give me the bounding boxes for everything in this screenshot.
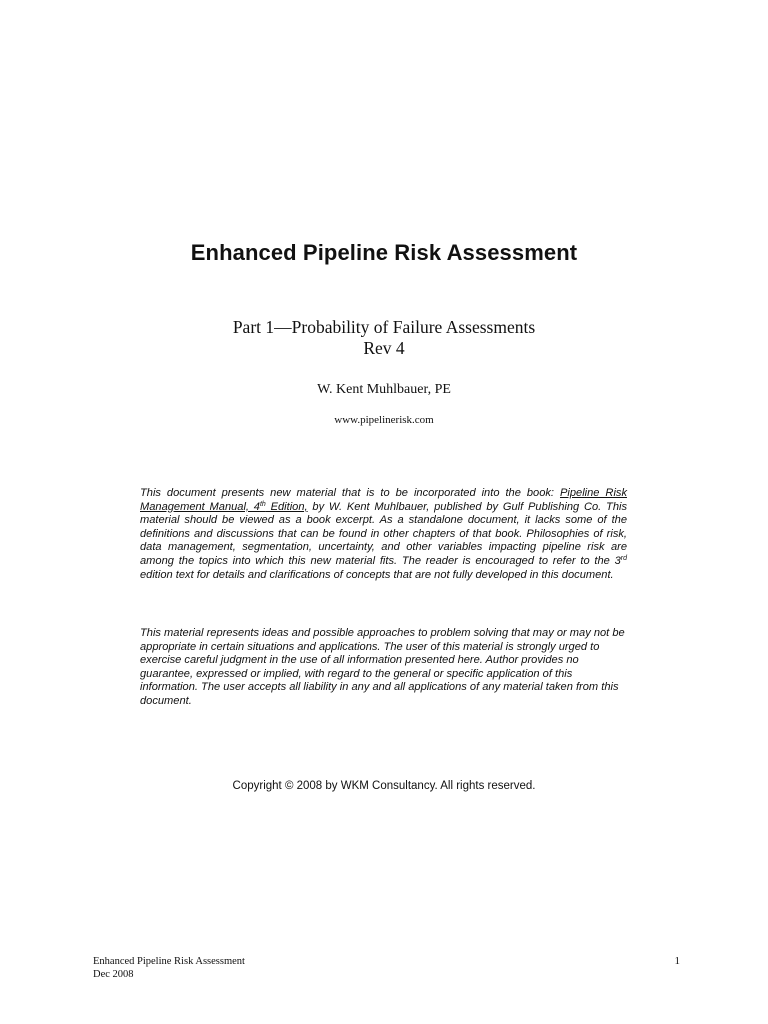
- document-subtitle: [0, 317, 768, 359]
- intro-middle: by W. Kent Muhlbauer, published by Gulf Publishing Co. This material should be viewed as a book excerpt. As a standalone document, it lacks some of the definitions and discussions that can be found in other chapters of that book. Philosophies of risk, data management, segmentation, uncertainty, and other variables impacting pipeline risk are among the topics into which this new material fits. The reader is encouraged to refer to the 3: [140, 500, 627, 567]
- copyright-notice: Copyright © 2008 by WKM Consultancy. All rights reserved.: [232, 780, 536, 792]
- intro-tail: edition text for details and clarifications of concepts that are not fully developed in this document.: [140, 568, 614, 581]
- author-name: W. Kent Muhlbauer, PE: [317, 382, 451, 397]
- subtitle-revision: Rev 4: [363, 338, 405, 358]
- footer-title: Enhanced Pipeline Risk Assessment: [93, 956, 245, 967]
- subtitle-part: Part 1—Probability of Failure Assessments: [232, 317, 536, 337]
- website-link[interactable]: www.pipelinerisk.com: [334, 414, 434, 426]
- edition-superscript: rd: [620, 554, 627, 562]
- intro-lead: This document presents new material that is to be incorporated into the book:: [140, 487, 560, 499]
- book-title-superscript: th: [259, 500, 266, 508]
- page-footer: [93, 955, 245, 981]
- page-number: 1: [674, 955, 680, 967]
- intro-paragraph: [140, 487, 627, 582]
- footer-date: Dec 2008: [93, 969, 134, 980]
- document-title: Enhanced Pipeline Risk Assessment: [190, 240, 578, 265]
- disclaimer-paragraph: This material represents ideas and possible approaches to problem solving that may or may not be appropriate in certain situations and applications. The user of this material is strongly urged to exercise careful judgment in the use of all information presented here. Author provides no guarantee, expressed or implied, with regard to the general or specific application of this information. The user accepts all liability in any and all applications of any material taken from this document.: [140, 627, 625, 707]
- book-title-text: Pipeline Risk Management Manual, 4: [140, 487, 628, 513]
- book-edition-text: Edition,: [265, 500, 308, 513]
